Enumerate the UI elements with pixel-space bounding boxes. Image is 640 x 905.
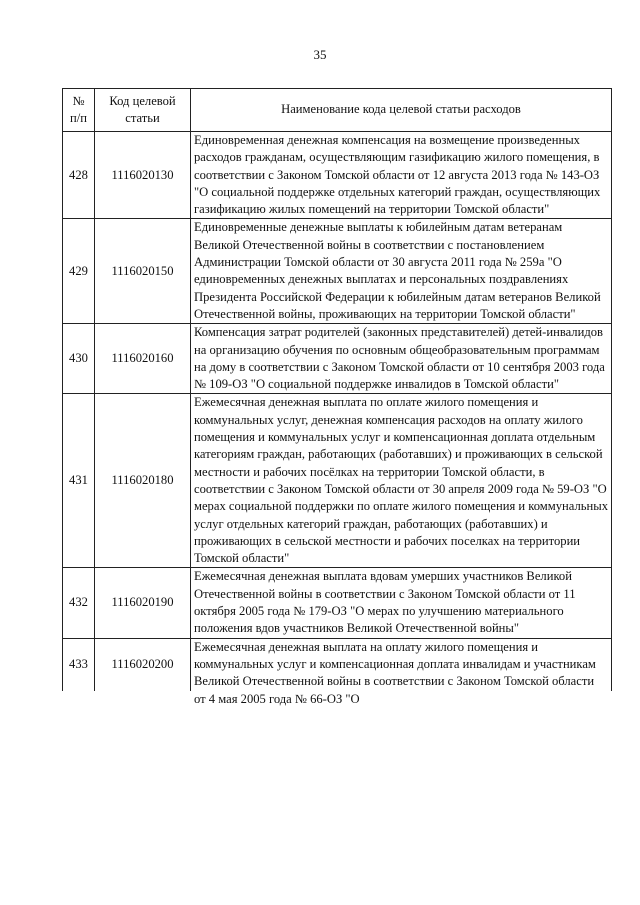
header-code: Код целевой статьи (95, 89, 191, 132)
table-row (63, 324, 612, 394)
table-row (63, 132, 612, 219)
row-code: 1116020180 (95, 394, 191, 568)
row-num: 433 (63, 638, 95, 691)
row-description-text: Ежемесячная денежная выплата на оплату жилого помещения и коммунальных услуг и компенсационная доплата инвалидам и участникам Великой Отечественной войны в соответствии с Законом Томской области от 4 мая 2005 года № 66-ОЗ "О (194, 639, 596, 706)
row-num: 430 (63, 324, 95, 394)
table-row (63, 394, 612, 568)
header-num: № п/п (63, 89, 95, 132)
row-code: 1116020190 (95, 568, 191, 638)
table-row (63, 219, 612, 324)
row-description: Ежемесячная денежная выплата по оплате жилого помещения и коммунальных услуг, денежная компенсация расходов на оплату жилого помещения и коммунальных услуг и компенсационная доплата отдельным категориям граждан, работающих (работавших) и проживающих в сельской местности и рабочих посёлках на территории Томской области, в соответствии с Законом Томской области от 30 апреля 2009 года № 59-ОЗ "О мерах социальной поддержки по оплате жилого помещения и коммунальных услуг отдельных категорий граждан, работающих (работавших) и проживающих в сельской местности и рабочих поселках на территории Томской области" (191, 394, 612, 568)
table-row (63, 568, 612, 638)
row-code: 1116020200 (95, 638, 191, 691)
row-num: 432 (63, 568, 95, 638)
table-header-row (63, 89, 612, 132)
row-code: 1116020130 (95, 132, 191, 219)
row-num: 429 (63, 219, 95, 324)
row-description: Единовременные денежные выплаты к юбилейным датам ветеранам Великой Отечественной войны в соответствии с постановлением Администрации Томской области от 30 августа 2011 года № 259а "О единовременных денежных выплатах и персональных поздравлениях Президента Российской Федерации к юбилейным датам ветеранов Великой Отечественной войны, проживающих на территории Томской области" (191, 219, 612, 324)
row-description: Компенсация затрат родителей (законных представителей) детей-инвалидов на организацию обучения по основным общеобразовательным программам на дому в соответствии с Законом Томской области от 10 сентября 2003 года № 109-ОЗ "О социальной поддержке инвалидов в Томской области" (191, 324, 612, 394)
target-article-table (62, 88, 612, 706)
row-code: 1116020150 (95, 219, 191, 324)
row-description: Ежемесячная денежная выплата вдовам умерших участников Великой Отечественной войны в соответствии с Законом Томской области от 11 октября 2005 года № 179-ОЗ "О мерах по улучшению материального положения вдов участников Великой Отечественной войны" (191, 568, 612, 638)
row-code: 1116020160 (95, 324, 191, 394)
row-num: 431 (63, 394, 95, 568)
row-num: 428 (63, 132, 95, 219)
page-number: 35 (313, 47, 327, 62)
table-row (63, 638, 612, 691)
row-description: Единовременная денежная компенсация на возмещение произведенных расходов гражданам, осуществляющим газификацию жилого помещения, в соответствии с Законом Томской области от 12 августа 2013 года № 143-ОЗ "О социальной поддержке отдельных категорий граждан, осуществляющих газификацию жилых помещений на территории Томской области" (191, 132, 612, 219)
header-name: Наименование кода целевой статьи расходов (191, 89, 612, 132)
row-description (191, 638, 612, 706)
